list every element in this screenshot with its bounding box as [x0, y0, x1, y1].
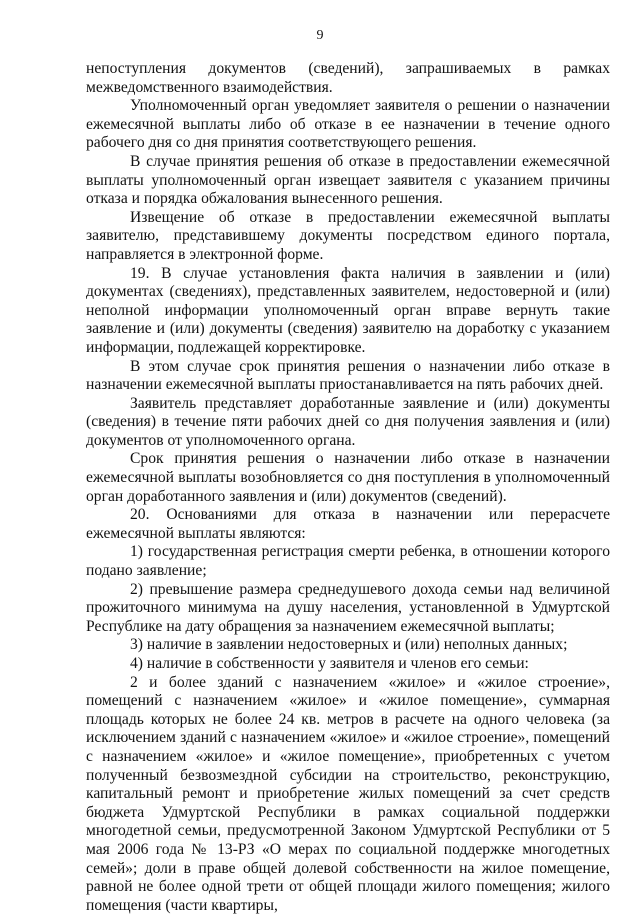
paragraph: непоступления документов (сведений), запрашиваемых в рамках межведомственного взаимодействия.: [86, 60, 610, 96]
paragraph: В этом случае срок принятия решения о назначении либо отказе в назначении ежемесячной выплаты приостанавливается на пять рабочих дней.: [86, 357, 610, 394]
page-number: 9: [316, 28, 324, 43]
paragraph: 2) превышение размера среднедушевого дохода семьи над величиной прожиточного минимума на душу населения, установленной в Удмуртской Республике на дату обращения за назначением ежемесячной выплаты;: [86, 580, 610, 635]
paragraph: 2 и более зданий с назначением «жилое» и «жилое строение», помещений с назначением «жилое» и «жилое помещение», суммарная площадь которых не более 24 кв. метров в расчете на одного человека (за исключением зданий с назначением «жилое» и «жилое строение», помещений с назначением «жилое» и «жилое помещение», приобретенных с учетом полученный безвозмездной субсидии на строительство, реконструкцию, капитальный ремонт и приобретение жилых помещений за счет средств бюджета Удмуртской Республики в рамках социальной поддержки многодетной семьи, предусмотренной Законом Удмуртской Республики от 5 мая 2006 года № 13-РЗ «О мерах по социальной поддержке многодетных семей»; доли в праве общей долевой собственности на жилое помещение, равной не более одной трети от общей площади жилого помещения; жилого помещения (части квартиры,: [86, 673, 610, 914]
paragraph: В случае принятия решения об отказе в предоставлении ежемесячной выплаты уполномоченный орган извещает заявителя с указанием причины отказа и порядка обжалования вынесенного решения.: [86, 152, 610, 208]
paragraph: 19. В случае установления факта наличия в заявлении и (или) документах (сведениях), представленных заявителем, недостоверной и (или) неполной информации уполномоченный орган вправе вернуть такие заявление и (или) документы (сведения) заявителю на доработку с указанием информации, подлежащей корректировке.: [86, 264, 610, 356]
paragraph: Извещение об отказе в предоставлении ежемесячной выплаты заявителю, представившему документы посредством единого портала, направляется в электронной форме.: [86, 208, 610, 263]
paragraph: Уполномоченный орган уведомляет заявителя о решении о назначении ежемесячной выплаты либо об отказе в ее назначении в течение одного рабочего дня со дня принятия соответствующего решения.: [86, 97, 610, 152]
paragraph: 1) государственная регистрация смерти ребенка, в отношении которого подано заявление;: [86, 543, 610, 580]
paragraph: 3) наличие в заявлении недостоверных и (или) неполных данных;: [130, 636, 568, 654]
paragraph: 20. Основаниями для отказа в назначении или перерасчете ежемесячной выплаты являются:: [86, 506, 610, 542]
paragraph: 4) наличие в собственности у заявителя и членов его семьи:: [130, 655, 529, 672]
paragraph: Заявитель представляет доработанные заявление и (или) документы (сведения) в течение пяти рабочих дней со дня получения заявления и (или) документов от уполномоченного органа.: [86, 394, 610, 449]
document-body: [86, 60, 610, 915]
paragraph: Срок принятия решения о назначении либо отказе в назначении ежемесячной выплаты возобновляется со дня поступления в уполномоченный орган доработанного заявления и (или) документов (сведений).: [86, 450, 610, 505]
